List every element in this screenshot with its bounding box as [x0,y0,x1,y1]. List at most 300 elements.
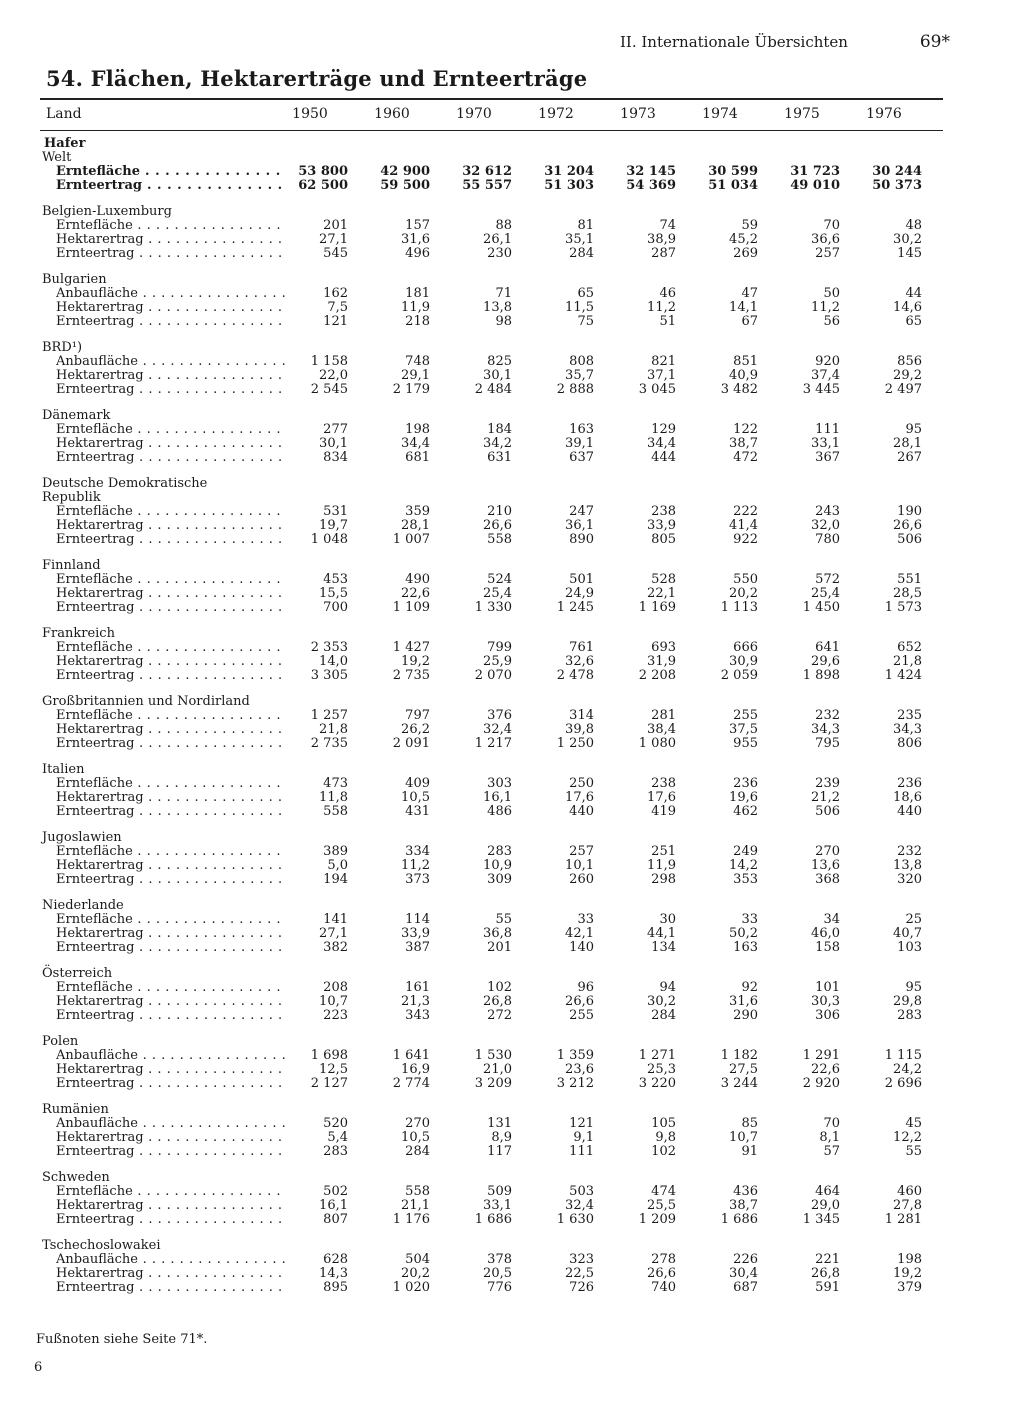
table-row [40,451,943,465]
table-cell: 501 [569,572,594,587]
table-cell: 591 [815,1280,840,1295]
table-cell: 121 [569,1116,594,1131]
row-label: Ernteertrag . . . [56,601,286,615]
table-cell: 55 [905,1144,922,1159]
table-cell: 503 [569,1184,594,1199]
table-cell: 11,2 [401,858,430,873]
country-label: Belgien-Luxemburg [42,204,172,219]
country-label: Italien [42,762,85,777]
table-cell: 134 [651,940,676,955]
table-cell: 834 [323,450,348,465]
table-cell: 10,7 [319,994,348,1009]
table-cell: 306 [815,1008,840,1023]
table-cell: 94 [659,980,676,995]
table-row [40,1267,943,1281]
table-cell: 1 530 [474,1048,512,1063]
table-cell: 3 209 [474,1076,512,1091]
table-cell: 27,1 [319,926,348,941]
bottom-mark: 6 [34,1360,43,1375]
table-cell: 3 212 [556,1076,594,1091]
table-cell: 17,6 [565,790,594,805]
table-cell: 103 [897,940,922,955]
table-cell: 65 [905,314,922,329]
table-cell: 509 [487,1184,512,1199]
table-cell: 2 735 [392,668,430,683]
table-cell: 21,3 [401,994,430,1009]
table-cell: 235 [897,708,922,723]
table-cell: 74 [659,218,676,233]
table-cell: 30,1 [319,436,348,451]
column-header-year: 1973 [620,106,656,122]
table-row [40,423,943,437]
table-cell: 1 427 [392,640,430,655]
row-values [280,233,940,247]
table-cell: 2 208 [638,668,676,683]
table-cell: 10,5 [401,790,430,805]
table-cell: 21,0 [483,1062,512,1077]
country-row [40,1103,943,1117]
row-label: Hektarertrag . . . [56,859,286,873]
table-cell: 700 [323,600,348,615]
column-header [40,101,943,129]
table-cell: 42 900 [380,164,430,179]
table-cell: 7,5 [327,300,348,315]
table-cell: 39,1 [565,436,594,451]
table-cell: 32,4 [483,722,512,737]
row-values [280,369,940,383]
table-cell: 95 [905,980,922,995]
row-values [280,1185,940,1199]
table-cell: 26,8 [811,1266,840,1281]
row-label: Anbaufläche . . . [56,1253,286,1267]
table-cell: 33,9 [647,518,676,533]
country-row [40,627,943,641]
row-label: Erntefläche . . . [56,1185,286,1199]
table-cell: 15,5 [319,586,348,601]
table-cell: 51 [659,314,676,329]
row-values [280,709,940,723]
table-cell: 37,1 [647,368,676,383]
country-label: Welt [42,150,72,165]
row-label: Hektarertrag . . . [56,927,286,941]
table-cell: 210 [487,504,512,519]
table-cell: 37,5 [729,722,758,737]
table-cell: 257 [569,844,594,859]
table-cell: 2 059 [720,668,758,683]
table-cell: 795 [815,736,840,751]
table-cell: 30,3 [811,994,840,1009]
row-values [280,533,940,547]
row-values [280,1253,940,1267]
table-row [40,1199,943,1213]
table-row [40,247,943,261]
table-row [40,913,943,927]
row-label: Hektarertrag . . . [56,369,286,383]
table-cell: 24,9 [565,586,594,601]
table-cell: 1 291 [802,1048,840,1063]
row-label: Ernteertrag . . . [56,1213,286,1227]
table-row [40,709,943,723]
table-cell: 343 [405,1008,430,1023]
table-row [40,845,943,859]
table-cell: 230 [487,246,512,261]
table-cell: 1 020 [392,1280,430,1295]
country-label: Großbritannien und Nordirland [42,694,250,709]
table-cell: 1 007 [392,532,430,547]
table-cell: 287 [651,246,676,261]
row-label: Hektarertrag . . . [56,723,286,737]
running-head [620,32,950,52]
country-label: Finnland [42,558,101,573]
table-cell: 25,4 [483,586,512,601]
table-cell: 506 [815,804,840,819]
table-cell: 16,1 [319,1198,348,1213]
table-cell: 431 [405,804,430,819]
table-cell: 368 [815,872,840,887]
table-cell: 2 353 [310,640,348,655]
table-cell: 50 373 [872,178,922,193]
table-cell: 2 735 [310,736,348,751]
table-cell: 520 [323,1116,348,1131]
table-cell: 25,9 [483,654,512,669]
table-cell: 1 359 [556,1048,594,1063]
row-values [280,1281,940,1295]
row-values [280,805,940,819]
row-label: Hektarertrag . . . [56,791,286,805]
table-row [40,533,943,547]
row-values [280,383,940,397]
table-cell: 460 [897,1184,922,1199]
row-label: Hektarertrag . . . [56,587,286,601]
table-cell: 59 500 [380,178,430,193]
row-label: Ernteertrag . . . [56,1145,286,1159]
table-cell: 440 [569,804,594,819]
table-cell: 101 [815,980,840,995]
table-cell: 28,1 [401,518,430,533]
table-cell: 890 [569,532,594,547]
table-cell: 283 [487,844,512,859]
table-cell: 309 [487,872,512,887]
table-cell: 50 [823,286,840,301]
table-row [40,369,943,383]
table-cell: 42,1 [565,926,594,941]
table-cell: 33,9 [401,926,430,941]
table-cell: 37,4 [811,368,840,383]
table-cell: 59 [741,218,758,233]
table-cell: 91 [741,1144,758,1159]
country-label: Tschechoslowakei [42,1238,161,1253]
header-rule [40,130,943,131]
table-cell: 486 [487,804,512,819]
country-row [40,477,943,491]
table-cell: 16,9 [401,1062,430,1077]
column-header-year: 1974 [702,106,738,122]
table-cell: 243 [815,504,840,519]
table-cell: 226 [733,1252,758,1267]
row-values [280,573,940,587]
table-cell: 8,9 [491,1130,512,1145]
table-row [40,383,943,397]
table-cell: 232 [815,708,840,723]
table-cell: 506 [897,532,922,547]
table-cell: 314 [569,708,594,723]
table-cell: 232 [897,844,922,859]
row-label: Ernteertrag . . . [56,247,286,261]
table-cell: 34 [823,912,840,927]
row-label: Erntefläche . . . [56,165,286,179]
table-cell: 807 [323,1212,348,1227]
table-row [40,165,943,179]
row-label: Erntefläche . . . [56,641,286,655]
row-label: Hektarertrag . . . [56,1063,286,1077]
table-cell: 920 [815,354,840,369]
table-cell: 270 [405,1116,430,1131]
table-cell: 184 [487,422,512,437]
table-cell: 14,3 [319,1266,348,1281]
table-cell: 35,1 [565,232,594,247]
table-cell: 761 [569,640,594,655]
table-cell: 367 [815,450,840,465]
table-cell: 740 [651,1280,676,1295]
table-cell: 379 [897,1280,922,1295]
table-cell: 693 [651,640,676,655]
table-cell: 45,2 [729,232,758,247]
row-label: Hektarertrag . . . [56,301,286,315]
row-values [280,315,940,329]
table-cell: 2 497 [884,382,922,397]
table-cell: 157 [405,218,430,233]
row-label: Anbaufläche . . . [56,1117,286,1131]
table-cell: 14,6 [893,300,922,315]
table-cell: 440 [897,804,922,819]
table-cell: 34,3 [893,722,922,737]
table-cell: 105 [651,1116,676,1131]
table-cell: 378 [487,1252,512,1267]
table-cell: 22,6 [401,586,430,601]
row-label: Erntefläche . . . [56,709,286,723]
table-cell: 29,8 [893,994,922,1009]
table-cell: 32,4 [565,1198,594,1213]
table-cell: 2 484 [474,382,512,397]
table-cell: 1 113 [720,600,758,615]
table-cell: 122 [733,422,758,437]
table-cell: 30,9 [729,654,758,669]
table-cell: 32 145 [626,164,676,179]
table-cell: 281 [651,708,676,723]
table-cell: 14,2 [729,858,758,873]
table-cell: 473 [323,776,348,791]
table-cell: 11,2 [647,300,676,315]
table-cell: 3 445 [802,382,840,397]
table-cell: 687 [733,1280,758,1295]
table-cell: 257 [815,246,840,261]
table-cell: 1 245 [556,600,594,615]
table-cell: 31 723 [790,164,840,179]
table-cell: 955 [733,736,758,751]
table-cell: 1 257 [310,708,348,723]
country-label: Niederlande [42,898,124,913]
table-cell: 39,8 [565,722,594,737]
table-cell: 26,1 [483,232,512,247]
table-cell: 31,9 [647,654,676,669]
table-cell: 85 [741,1116,758,1131]
table-cell: 10,9 [483,858,512,873]
row-values [280,1077,940,1091]
row-values [280,247,940,261]
table-cell: 1 209 [638,1212,676,1227]
row-values [280,777,940,791]
table-cell: 31 204 [544,164,594,179]
row-values [280,913,940,927]
table-cell: 198 [897,1252,922,1267]
table-cell: 19,2 [401,654,430,669]
row-label: Ernteertrag . . . [56,873,286,887]
table-cell: 16,1 [483,790,512,805]
table-cell: 895 [323,1280,348,1295]
table-cell: 26,6 [893,518,922,533]
table-cell: 30 [659,912,676,927]
country-row [40,205,943,219]
table-cell: 247 [569,504,594,519]
table-cell: 44,1 [647,926,676,941]
footnote: Fußnoten siehe Seite 71*. [36,1332,208,1347]
table-cell: 298 [651,872,676,887]
table-cell: 88 [495,218,512,233]
country-label: Deutsche Demokratische [42,476,208,491]
table-cell: 201 [323,218,348,233]
country-row [40,1035,943,1049]
row-values [280,669,940,683]
row-values [280,845,940,859]
table-cell: 27,5 [729,1062,758,1077]
table-title: 54. Flächen, Hektarerträge und Ernteerträge [46,66,588,91]
table-cell: 54 369 [626,178,676,193]
country-row [40,491,943,505]
table-cell: 11,5 [565,300,594,315]
row-values [280,287,940,301]
table-cell: 34,2 [483,436,512,451]
row-label: Anbaufläche . . . [56,355,286,369]
table-cell: 19,6 [729,790,758,805]
row-values [280,1117,940,1131]
row-label: Hektarertrag . . . [56,1131,286,1145]
table-cell: 637 [569,450,594,465]
table-cell: 320 [897,872,922,887]
table-cell: 18,6 [893,790,922,805]
table-cell: 389 [323,844,348,859]
table-cell: 2 478 [556,668,594,683]
table-row [40,1009,943,1023]
column-header-year: 1976 [866,106,902,122]
table-cell: 10,5 [401,1130,430,1145]
table-cell: 10,1 [565,858,594,873]
row-values [280,1131,940,1145]
table-row [40,1117,943,1131]
table-cell: 81 [577,218,594,233]
table-cell: 250 [569,776,594,791]
table-cell: 490 [405,572,430,587]
row-label: Erntefläche . . . [56,913,286,927]
table-cell: 1 250 [556,736,594,751]
table-cell: 20,2 [729,586,758,601]
table-cell: 71 [495,286,512,301]
table-cell: 284 [405,1144,430,1159]
table-cell: 190 [897,504,922,519]
row-values [280,1267,940,1281]
table-cell: 28,5 [893,586,922,601]
country-label: Frankreich [42,626,115,641]
row-label: Anbaufläche . . . [56,287,286,301]
table-cell: 409 [405,776,430,791]
table-cell: 353 [733,872,758,887]
table-cell: 36,1 [565,518,594,533]
table-cell: 10,7 [729,1130,758,1145]
table-cell: 57 [823,1144,840,1159]
table-cell: 131 [487,1116,512,1131]
table-row [40,505,943,519]
table-cell: 32 612 [462,164,512,179]
table-cell: 31,6 [401,232,430,247]
country-row [40,967,943,981]
table-cell: 1 271 [638,1048,676,1063]
table-cell: 21,1 [401,1198,430,1213]
table-row [40,601,943,615]
table-cell: 111 [569,1144,594,1159]
table-cell: 462 [733,804,758,819]
table-cell: 1 698 [310,1048,348,1063]
table-row [40,1185,943,1199]
table-cell: 163 [733,940,758,955]
table-cell: 474 [651,1184,676,1199]
table-cell: 13,8 [483,300,512,315]
country-label: BRD¹) [42,340,83,355]
table-row [40,1145,943,1159]
row-label: Ernteertrag . . . [56,737,286,751]
table-cell: 270 [815,844,840,859]
table-cell: 806 [897,736,922,751]
row-values [280,1199,940,1213]
table-cell: 550 [733,572,758,587]
table-row [40,1063,943,1077]
row-label: Erntefläche . . . [56,845,286,859]
table-cell: 36,6 [811,232,840,247]
table-cell: 2 545 [310,382,348,397]
country-row [40,899,943,913]
table-row [40,1131,943,1145]
country-row [40,763,943,777]
table-cell: 208 [323,980,348,995]
table-row [40,873,943,887]
row-label: Hektarertrag . . . [56,995,286,1009]
table-row [40,1077,943,1091]
row-values [280,1049,940,1063]
table-cell: 21,2 [811,790,840,805]
table-cell: 24,2 [893,1062,922,1077]
country-row [40,409,943,423]
table-cell: 161 [405,980,430,995]
column-header-year: 1960 [374,106,410,122]
table-cell: 38,7 [729,1198,758,1213]
table-cell: 3 244 [720,1076,758,1091]
table-cell: 34,4 [647,436,676,451]
table-cell: 1 048 [310,532,348,547]
table-cell: 8,1 [819,1130,840,1145]
country-row [40,1239,943,1253]
table-cell: 29,6 [811,654,840,669]
table-cell: 45 [905,1116,922,1131]
country-label: Bulgarien [42,272,107,287]
table-cell: 145 [897,246,922,261]
